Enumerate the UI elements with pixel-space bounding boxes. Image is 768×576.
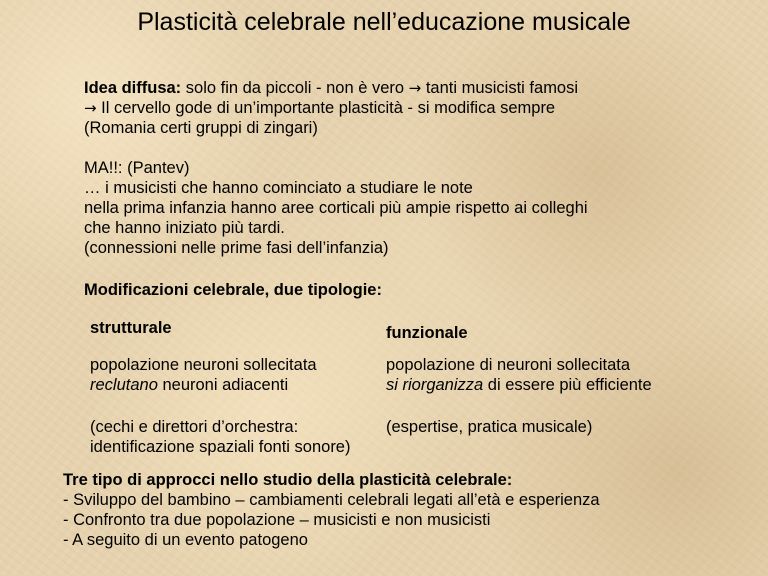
- strutturale-italic: reclutano: [90, 376, 158, 394]
- arrow-right-icon: →: [408, 79, 422, 97]
- slide-title: Plasticità celebrale nell’educazione musicale: [137, 8, 631, 36]
- ma-line-2: … i musicisti che hanno cominciato a studiare le note: [84, 179, 473, 197]
- idea-text-2: tanti musicisti famosi: [421, 79, 579, 97]
- approcci-heading: [63, 470, 512, 490]
- strutturale-line-2: [90, 375, 288, 395]
- idea-text-1: solo fin da piccoli - non è vero: [181, 79, 409, 97]
- strutturale-label: [90, 318, 172, 338]
- idea-line-3: (Romania certi gruppi di zingari): [84, 119, 318, 137]
- approcci-item: - Sviluppo del bambino – cambiamenti celebrali legati all’età e esperienza: [63, 491, 600, 509]
- funzionale-line-3: (espertise, pratica musicale): [386, 418, 593, 436]
- idea-line-1: [84, 78, 578, 98]
- strutturale-line-3: (cechi e direttori d’orchestra:: [90, 418, 299, 436]
- ma-line-1: MA!!: (Pantev): [84, 159, 190, 177]
- idea-label: Idea diffusa:: [84, 79, 182, 97]
- ma-line-5: (connessioni nelle prime fasi dell’infanzia): [84, 239, 389, 257]
- modificazioni-heading-text: Modificazioni celebrale, due tipologie:: [84, 281, 382, 299]
- funzionale-label: [386, 323, 468, 343]
- arrow-right-icon: →: [84, 99, 97, 117]
- ma-line-3: nella prima infanzia hanno aree corticali più ampie rispetto ai colleghi: [84, 199, 588, 217]
- strutturale-line-1: popolazione neuroni sollecitata: [90, 356, 317, 374]
- ma-line-4: che hanno iniziato più tardi.: [84, 219, 285, 237]
- funzionale-label-text: funzionale: [386, 324, 468, 342]
- approcci-heading-text: Tre tipo di approcci nello studio della plasticità celebrale:: [63, 471, 513, 489]
- approcci-item: - Confronto tra due popolazione – musicisti e non musicisti: [63, 511, 491, 529]
- funzionale-line-2-rest: di essere più efficiente: [483, 376, 652, 394]
- funzionale-line-1: popolazione di neuroni sollecitata: [386, 356, 631, 374]
- idea-line-2: [84, 98, 555, 118]
- funzionale-line-2: [386, 375, 652, 395]
- strutturale-line-4: identificazione spaziali fonti sonore): [90, 438, 351, 456]
- modificazioni-heading: [84, 280, 382, 300]
- approcci-item: - A seguito di un evento patogeno: [63, 531, 308, 549]
- funzionale-italic: si riorganizza: [386, 376, 484, 394]
- strutturale-label-text: strutturale: [90, 319, 172, 337]
- idea-line-2-text: Il cervello gode di un’importante plasticità - si modifica sempre: [96, 99, 556, 117]
- strutturale-line-2-rest: neuroni adiacenti: [157, 376, 289, 394]
